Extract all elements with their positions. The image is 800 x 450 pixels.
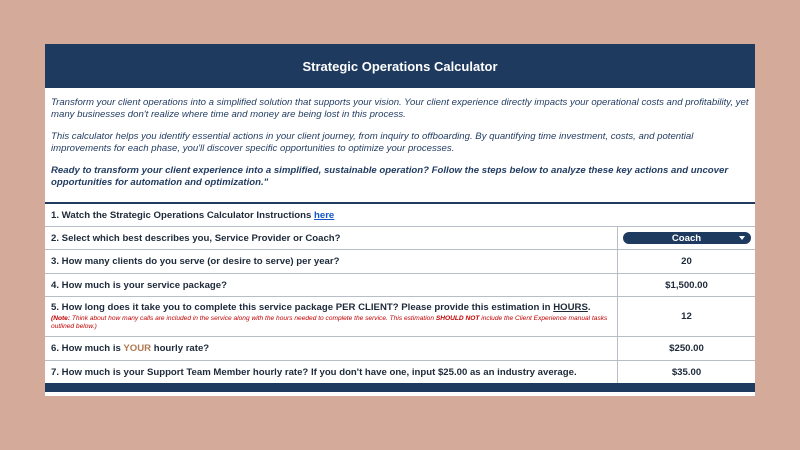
answer-2-cell: [618, 227, 755, 249]
bottom-band: [45, 385, 755, 392]
question-5: [45, 297, 618, 336]
hours-per-client-input[interactable]: [618, 297, 755, 336]
service-package-price-value: $1,500.00: [665, 279, 708, 291]
question-7: [45, 361, 618, 383]
question-row-2: [45, 227, 755, 250]
question-5-text: [51, 302, 611, 313]
hours-emphasis: HOURS: [553, 301, 588, 313]
intro-paragraph-3: Ready to transform your client experience into a simplified, sustainable operation? Follow the steps below to analyze these key actions and uncover opportunities for automation and optimization.": [51, 165, 729, 188]
page-title: Strategic Operations Calculator: [302, 58, 498, 74]
intro-paragraph-1: Transform your client operations into a simplified solution that supports your vision. Your client experience directly impacts your operational costs and profitability, yet many businesses don't realize where time and money are being lost in this process.: [51, 97, 749, 120]
question-row-5: [45, 297, 755, 337]
question-row-1: [45, 204, 755, 227]
question-6-text-start: 6. How much is: [51, 343, 124, 354]
question-6: [45, 337, 618, 360]
note-emphasis: SHOULD NOT: [435, 314, 480, 322]
question-row-3: [45, 250, 755, 274]
hourly-rate-input[interactable]: [618, 337, 755, 360]
question-5-text-start: 5. How long does it take you to complete this service package PER CLIENT? Please provide this estimation in: [51, 301, 554, 313]
intro-paragraph-2: This calculator helps you identify essential actions in your client journey, from inquiry to offboarding. By quantifying time investment, costs, and potential improvements for each phase, you'll discover specific opportunities to optimize your processes.: [51, 131, 694, 154]
note-text-start: Think about how many calls are included in the service along with the hours needed to complete the service. This estimation: [70, 314, 436, 322]
intro-section: [45, 88, 755, 204]
note-label: (Note:: [51, 314, 71, 322]
calculator-title: [45, 44, 755, 88]
question-5-text-end: .: [587, 301, 591, 313]
question-row-4: [45, 274, 755, 297]
question-5-note: [51, 315, 611, 332]
question-3: [45, 250, 618, 273]
question-7-text: 7. How much is your Support Team Member hourly rate? If you don't have one, input $25.00 as an industry average.: [51, 366, 577, 378]
question-4: [45, 274, 618, 296]
question-1: [45, 204, 755, 226]
question-row-6: [45, 337, 755, 361]
service-package-price-input[interactable]: [618, 274, 755, 296]
question-1-text: 1. Watch the Strategic Operations Calculator Instructions: [51, 210, 314, 221]
instructions-link[interactable]: here: [314, 210, 335, 221]
question-2-text: 2. Select which best describes you, Service Provider or Coach?: [51, 232, 341, 244]
calculator-sheet: [45, 44, 755, 396]
question-3-text: 3. How many clients do you serve (or desire to serve) per year?: [51, 256, 340, 267]
note-text-end: include the Client Experience manual tasks outlined below.): [51, 314, 608, 330]
clients-per-year-value: 20: [681, 256, 692, 267]
question-4-text: 4. How much is your service package?: [51, 279, 227, 291]
hourly-rate-value: $250.00: [669, 343, 704, 354]
support-team-rate-input[interactable]: [618, 361, 755, 383]
provider-type-select[interactable]: [623, 232, 751, 244]
provider-type-value: Coach: [671, 232, 702, 244]
your-emphasis: YOUR: [123, 343, 152, 354]
support-team-rate-value: $35.00: [671, 366, 702, 378]
clients-per-year-input[interactable]: [618, 250, 755, 273]
caret-down-icon: [739, 236, 745, 240]
hours-per-client-value: 12: [681, 311, 692, 322]
question-row-7: [45, 361, 755, 385]
question-6-text-end: hourly rate?: [151, 343, 210, 354]
question-2: [45, 227, 618, 249]
